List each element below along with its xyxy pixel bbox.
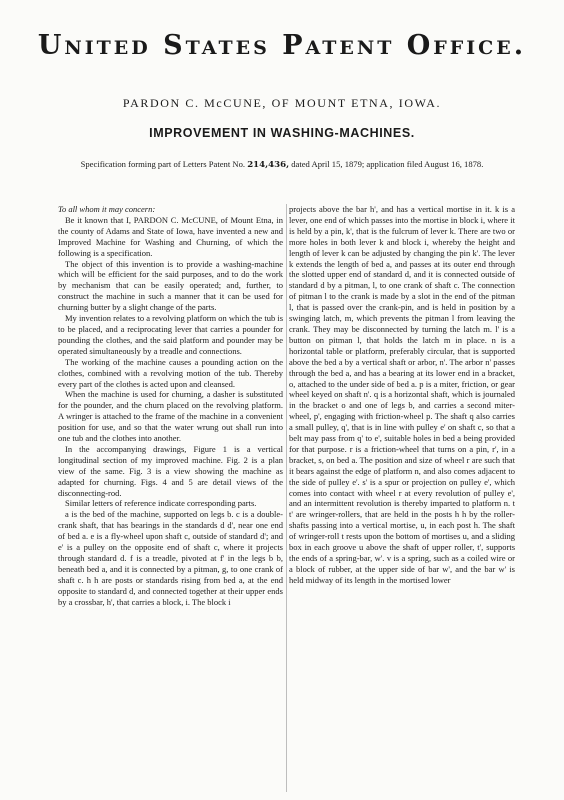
inventor-line: PARDON C. McCUNE, OF MOUNT ETNA, IOWA. xyxy=(122,96,442,110)
paragraph: Be it known that I, PARDON C. McCUNE, of Mount Etna, in the county of Adams and State of Iowa, have invented a new and Improved Machine for Washing and Churning, of which the following is a specification. xyxy=(58,214,283,258)
paragraph: When the machine is used for churning, a dasher is substituted for the pounder, and the churn placed on the revolving platform. A wringer is attached to the frame of the machine in a convenient position for use, and so that the water wrung out shall run into one tub and the clothes into another. xyxy=(58,389,283,444)
paragraph: In the accompanying drawings, Figure 1 is a vertical longitudinal section of my improved machine. Fig. 2 is a plan view of the same. Fig. 3 is a view showing the machine as adapted for churning. Figs. 4 and 5 are detail views of the disconnecting-rod. xyxy=(58,443,283,498)
paragraph: My invention relates to a revolving platform on which the tub is to be placed, and a reciprocating lever that carries a pounder for pounding the clothes, and the said platform and pounder may be operated simultaneously by a treadle and connections. xyxy=(58,313,283,356)
paragraph: The object of this invention is to provide a washing-machine which will be efficient for the said purposes, and to do the work by mechanism that can be easily operated; and, further, to construct the machine in such a manner that it can be used for churning butter by a slight change of the parts. xyxy=(58,258,283,313)
office-title: United States Patent Office. xyxy=(37,30,527,61)
paragraph: The working of the machine causes a pounding action on the clothes, combined with a revolving motion of the tub. Thereby every part of the clothes is acted upon and cleansed. xyxy=(58,356,283,389)
left-column xyxy=(58,204,283,608)
right-column xyxy=(289,204,515,586)
paragraph: Similar letters of reference indicate corresponding parts. xyxy=(65,498,257,509)
patent-number: 214,436, xyxy=(247,160,290,170)
specification-line xyxy=(60,159,504,171)
salutation: To all whom it may concern: xyxy=(58,204,156,214)
column-divider xyxy=(286,204,287,792)
invention-title: IMPROVEMENT IN WASHING-MACHINES. xyxy=(149,126,415,140)
spec-dates: dated April 15, 1879; application filed August 16, 1878. xyxy=(291,159,484,169)
paragraph: projects above the bar h', and has a vertical mortise in it. k is a lever, one end of which passes into the mortise in block i, where it is held by a pin, k', that is the fulcrum of lever k. There are two or more holes in both lever k and block i, whereby the height and length of lever k can be adjusted by changing the pin k'. The lever k extends the length of bed a, and passes at its outer end through the slotted upper end of standard d, and it is connected outside of standard d by a pitman, l, to one crank of shaft c. The connection of pitman l to the crank is made by a slot in the end of the pitman l, that is passed over the crank-pin, and is held in position by a swinging latch, m, which prevents the pitman l from leaving the crank. They may be disconnected by turning the latch m. l' is a button on pitman l, that holds the latch m in place. n is a horizontal table or platform, preferably circular, that is supported above the bed a by a vertical shaft or arbor, n'. The arbor n' passes through the bed a, and has a bearing at its lower end in a bracket, o, attached to the under side of bed a. p is a miter, friction, or gear wheel keyed on shaft n'. q is a horizontal shaft, which is journaled in the bracket o and one of legs b, and carries a second miter-wheel, p', engaging with friction-wheel p. The shaft q also carries a small pulley, q', that is in line with pulley e' on shaft c, so that a belt may pass from q' to e', suitable holes in bed a being provided for that purpose. r is a friction-wheel that turns on a pin, r', in a bracket, s, on bed a. The position and size of wheel r are such that it bears against the edge of platform n, and also comes adjacent to the side of pulley e'. s' is a spur or projection on pulley e', which comes into contact with wheel r at every revolution of pulley e', and an intermittent revolution is thereby imparted to platform n. t t' are wringer-rollers, that are held in the posts h h by the roller-shafts passing into a vertical mortise, u, in each post h. The shaft of wringer-roll t rests upon the bottom of mortises u, and a sliding box in each groove u above the shaft of upper roller, t', supports the ends of a spring-bar, w'. v is a spring, such as a coiled wire or a block of rubber, at the upper side of bar w', and the bar w' is held midway of its length in the mortised lower xyxy=(289,204,515,585)
paragraph: a is the bed of the machine, supported on legs b. c is a double-crank shaft, that has bearings in the standards d d', near one end of bed a. e is a fly-wheel upon shaft c, outside of standard d'; and e' is a pulley on the opposite end of shaft c, where it projects through standard d. f is a treadle, pivoted at f' in the legs b b, beneath bed a, and it is connected by a pitman, g, to one crank of shaft c. h h are posts or standards rising from bed a, at the end opposite to standard d, and connected together at their upper ends by a crossbar, h', that carries a block, i. The block i xyxy=(58,509,283,607)
spec-prefix: Specification forming part of Letters Patent No. xyxy=(80,159,246,169)
